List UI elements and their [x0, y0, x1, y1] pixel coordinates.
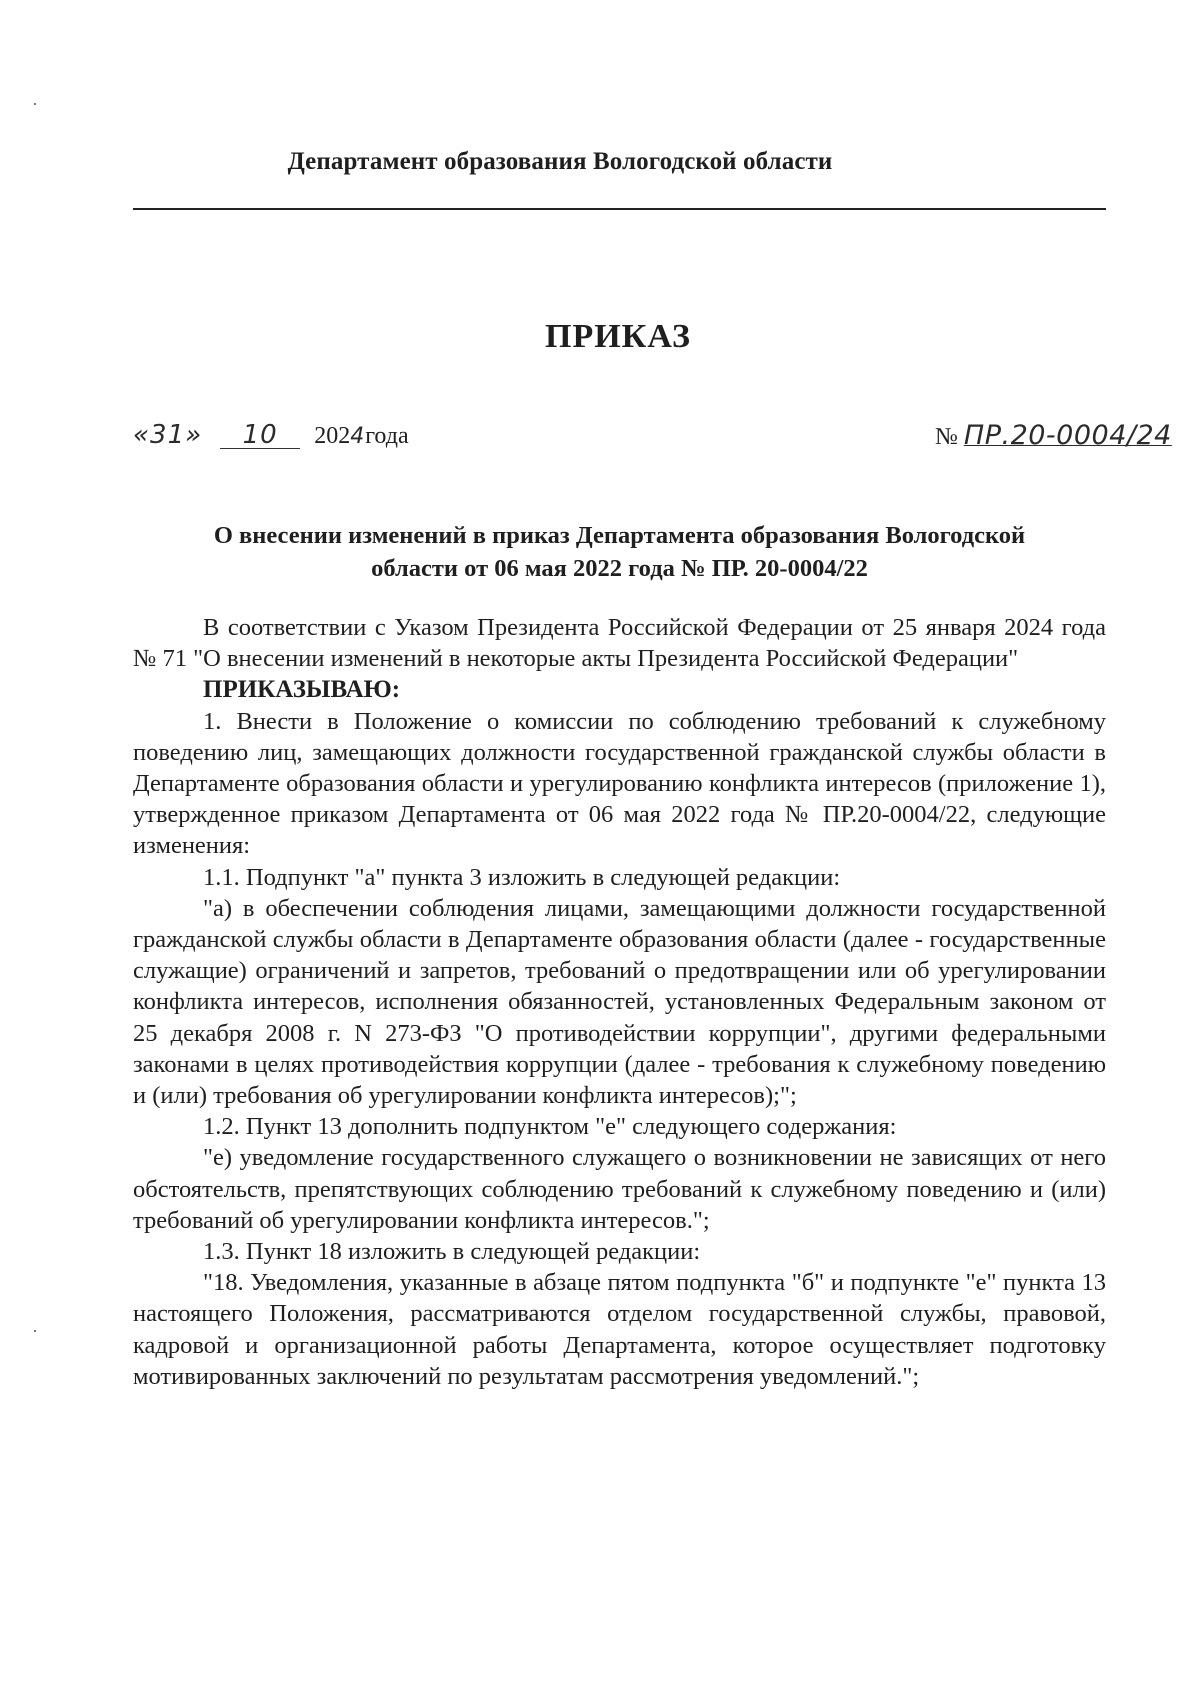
margin-speck [34, 1330, 36, 1332]
subject-line-2: области от 06 мая 2022 года № ПР. 20-0004/22 [371, 555, 868, 582]
subject-line-1: О внесении изменений в приказ Департамента образования Вологодской [213, 522, 1026, 549]
order-date [133, 420, 409, 450]
preamble-paragraph: В соответствии с Указом Президента Российской Федерации от 25 января 2024 года № 71 "О внесении изменений в некоторые акты Президента Российской Федерации" [133, 614, 1106, 673]
department-header: Департамент образования Вологодской области [287, 148, 833, 175]
clause-1-1-text: "а) в обеспечении соблюдения лицами, замещающими должности государственной гражданской службы области в Департаменте образования области (далее - государственные служащие) ограничений и запретов, требований о предотвращении или об урегулировании конфликта интересов, исполнения обязанностей, установленных Федеральным законом от 25 декабря 2008 г. N 273-ФЗ "О противодействии коррупции", другими федеральными законами в целях противодействия коррупции (далее - требования к служебному поведению и (или) требования об урегулировании конфликта интересов);"; [133, 894, 1106, 1110]
clause-1-3: 1.3. Пункт 18 изложить в следующей редакции: [203, 1238, 701, 1266]
clause-1-3-text: "18. Уведомления, указанные в абзаце пятом подпункта "б" и подпункте "е" пункта 13 настоящего Положения, рассматриваются отделом государственной службы, правовой, кадровой и организационной работы Департамента, которое осуществляет подготовку мотивированных заключений по результатам рассмотрения уведомлений."; [133, 1269, 1106, 1390]
date-day-handwritten: «31» [133, 420, 203, 450]
margin-speck [34, 103, 36, 105]
date-month-handwritten: 10 [220, 422, 300, 449]
order-number-handwritten: ПР.20-0004/24 [963, 420, 1172, 451]
date-year-handwritten-digit: 4 [350, 424, 366, 449]
order-directive: ПРИКАЗЫВАЮ: [203, 676, 401, 704]
date-year-printed: 202 [314, 423, 351, 449]
clause-1-2-text: "е) уведомление государственного служащего о возникновении не зависящих от него обстоятельств, препятствующих соблюдению требований к служебному поведению и (или) требований об урегулировании конфликта интересов."; [133, 1144, 1106, 1234]
clause-1-2: 1.2. Пункт 13 дополнить подпунктом "е" следующего содержания: [203, 1113, 897, 1141]
number-prefix: № [935, 424, 958, 450]
order-number [935, 420, 1172, 451]
header-divider [133, 208, 1106, 210]
order-subject [133, 519, 1106, 585]
clause-1-1: 1.1. Подпункт "а" пункта 3 изложить в следующей редакции: [203, 863, 841, 891]
order-body [133, 612, 1106, 1392]
date-suffix: года [365, 423, 409, 449]
clause-1: 1. Внести в Положение о комиссии по соблюдению требований к служебному поведению лиц, замещающих должности государственной гражданской службы области в Департаменте образования области и урегулированию конфликта интересов (приложение 1), утвержденное приказом Департамента от 06 мая 2022 года № ПР.20-0004/22, следующие изменения: [133, 707, 1106, 860]
order-title: ПРИКАЗ [545, 318, 691, 355]
